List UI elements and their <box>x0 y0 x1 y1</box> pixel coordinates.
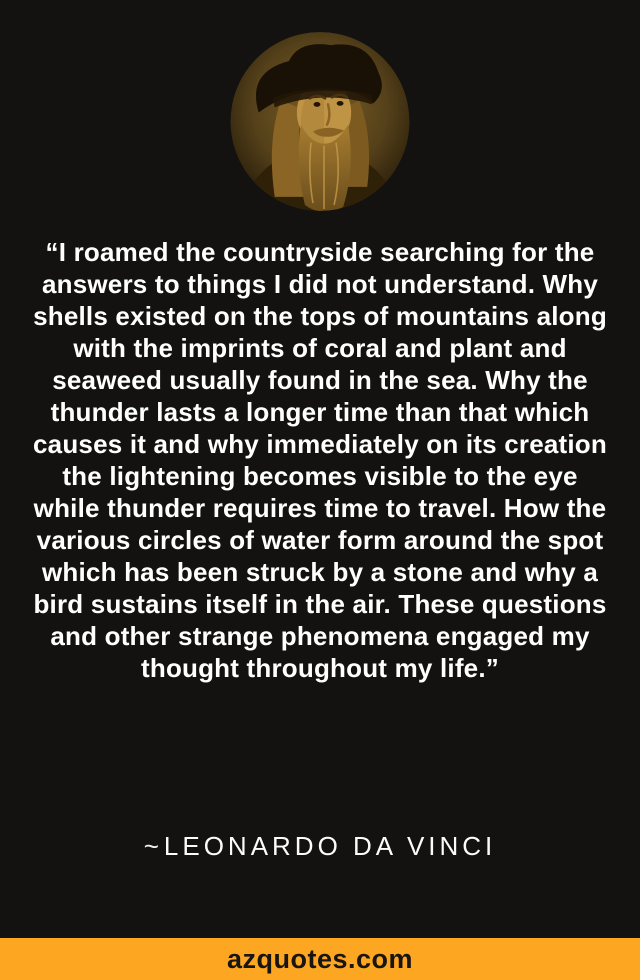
author-line <box>0 831 640 862</box>
footer-bar <box>0 938 640 980</box>
site-name: azquotes.com <box>226 943 414 974</box>
leonardo-portrait-icon <box>231 32 410 211</box>
author-portrait <box>231 32 410 211</box>
tilde-prefix: ~ <box>143 831 159 861</box>
quote-text: “I roamed the countryside searching for the answers to things I did not understand. Why shells existed on the tops of mountains along with the imprints of coral and plant and seaweed usually found in the sea. Why the thunder lasts a longer time than that which causes it and why immediately on its creation the lightening becomes visible to the eye while thunder requires time to travel. How the various circles of water form around the spot which has been struck by a stone and why a bird sustains itself in the air. These questions and other strange phenomena engaged my thought throughout my life.” <box>33 237 607 683</box>
author-name: LEONARDO DA VINCI <box>163 831 497 861</box>
